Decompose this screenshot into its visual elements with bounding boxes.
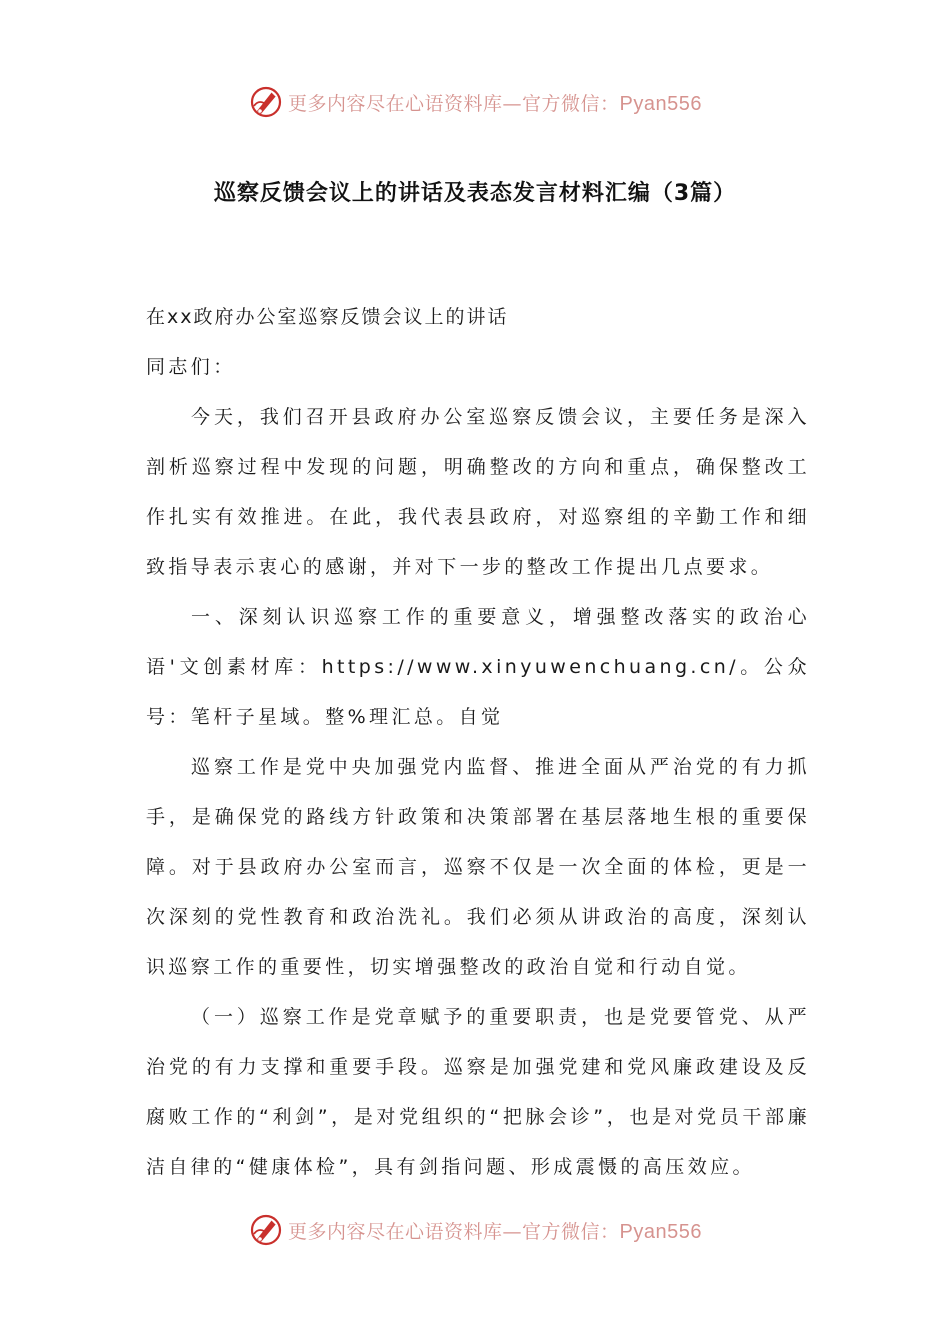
pen-nib-seal-icon (248, 1212, 284, 1248)
watermark-label: 更多内容尽在心语资料库—官方微信： (288, 1220, 620, 1243)
paragraph: 一、深刻认识巡察工作的重要意义，增强整改落实的政治心语'文创素材库：https://www.xinyuwenchuang.cn/。公众号：笔杆子星域。整%理汇总。自觉 (146, 606, 810, 728)
document-body (146, 292, 810, 1192)
greeting: 同志们： (146, 356, 236, 378)
watermark-footer (0, 1210, 950, 1250)
watermark-label: 更多内容尽在心语资料库—官方微信： (288, 92, 620, 115)
paragraph: 今天，我们召开县政府办公室巡察反馈会议，主要任务是深入剖析巡察过程中发现的问题，明确整改的方向和重点，确保整改工作扎实有效推进。在此，我代表县政府，对巡察组的辛勤工作和细致指导表示衷心的感谢，并对下一步的整改工作提出几点要求。 (146, 406, 810, 578)
paragraph: 巡察工作是党中央加强党内监督、推进全面从严治党的有力抓手，是确保党的路线方针政策和决策部署在基层落地生根的重要保障。对于县政府办公室而言，巡察不仅是一次全面的体检，更是一次深刻的党性教育和政治洗礼。我们必须从讲政治的高度，深刻认识巡察工作的重要性，切实增强整改的政治自觉和行动自觉。 (146, 756, 810, 978)
watermark-header (0, 82, 950, 122)
paragraph: （一）巡察工作是党章赋予的重要职责，也是党要管党、从严治党的有力支撑和重要手段。巡察是加强党建和党风廉政建设及反腐败工作的“利剑”，是对党组织的“把脉会诊”，也是对党员干部廉洁自律的“健康体检”，具有剑指问题、形成震慑的高压效应。 (146, 1006, 810, 1178)
speech-subtitle: 在xx政府办公室巡察反馈会议上的讲话 (146, 306, 509, 328)
watermark-text (288, 89, 702, 116)
document-title: 巡察反馈会议上的讲话及表态发言材料汇编（3篇） (213, 181, 737, 206)
watermark-text (288, 1217, 702, 1244)
pen-nib-seal-icon (248, 84, 284, 120)
watermark-wechat-id: Pyan556 (619, 1220, 702, 1243)
watermark-wechat-id: Pyan556 (619, 92, 702, 115)
